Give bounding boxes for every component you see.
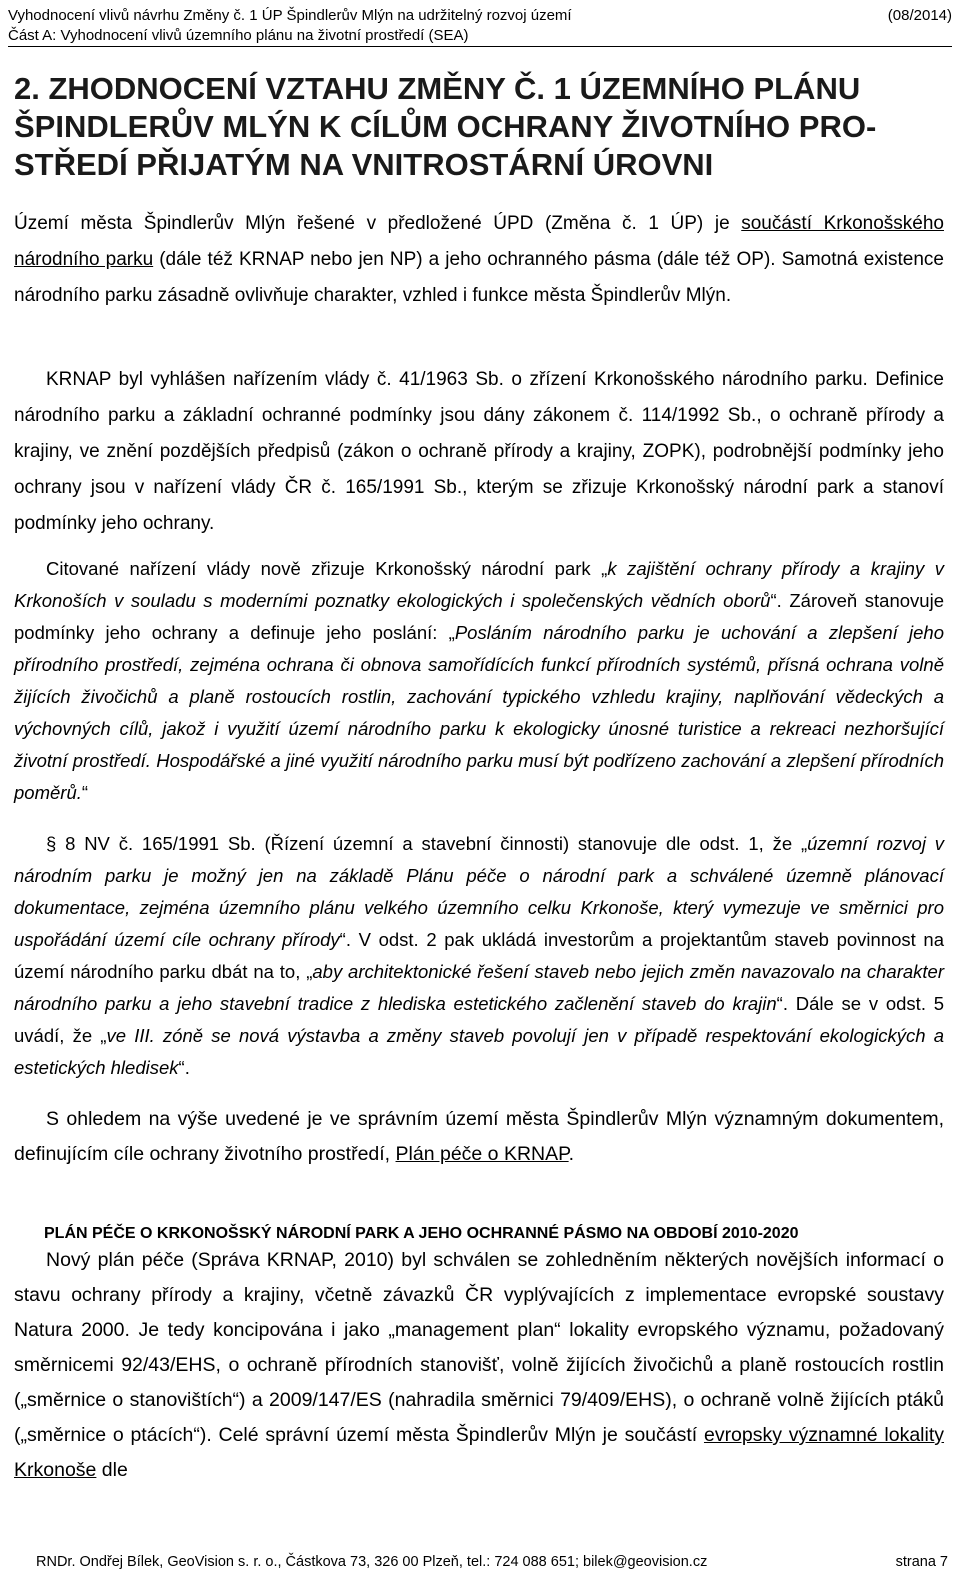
para4-quote-3: ve III. zóně se nová výstavba a změny staveb povolují jen v případě respektování ekologických a estetických hledisek: [14, 1025, 944, 1078]
para6-text-end: dle: [96, 1459, 128, 1481]
para3-text-2: “. Zároveň stanovuje podmínky jeho ochrany a definuje jeho poslání: „: [14, 590, 944, 643]
para4-quote-1: územní rozvoj v národním parku je možný jen na základě Plánu péče o národní park a schválené územně plánovací dokumentace, zejména územního plánu velkého územního celku Krkonoše, který vymezuje ve směrnici pro uspořádání území cíle ochrany přírody: [14, 833, 944, 950]
page-footer: [36, 1552, 948, 1572]
subheading: PLÁN PÉČE O KRKONOŠSKÝ NÁRODNÍ PARK A JEHO OCHRANNÉ PÁSMO NA OBDOBÍ 2010-2020: [44, 1225, 799, 1242]
para5-text-end: .: [568, 1143, 575, 1165]
section-title: 2. ZHODNOCENÍ VZTAHU ZMĚNY Č. 1 ÚZEMNÍHO PLÁNU ŠPINDLERŮV MLÝN K CÍLŮM OCHRANY ŽIVOTNÍHO PRO-STŘEDÍ PŘIJATÝM NA VNITROSTÁRNÍ ÚROVNI: [14, 71, 877, 182]
para3-text-1: Citované nařízení vlády nově zřizuje Krkonošský národní park „: [46, 558, 608, 579]
running-header: [8, 6, 952, 46]
para6-text: Nový plán péče (Správa KRNAP, 2010) byl schválen se zohledněním některých novějších informací o stavu ochrany přírody a krajiny, včetně závazků ČR vyplývajících z implementace evropské soustavy Natura 2000. Je tedy koncipována i jako „management plan“ lokality evropského významu, požadovaný směrnicemi 92/43/EHS, o ochraně přírodních stanovišť, volně žijících živočichů a planě rostoucích rostlin („směrnice o stanovištích“) a 2009/147/ES (nahradila směrnici 79/409/EHS), o ochraně volně žijících ptáků („směrnice o ptácích“). Celé správní území města Špindlerův Mlýn je součástí: [14, 1249, 944, 1446]
footer-contact: RNDr. Ondřej Bílek, GeoVision s. r. o., Částkova 73, 326 00 Plzeň, tel.: 724 088 651; bilek@geovision.cz: [36, 1554, 708, 1570]
para3-quote-1: k zajištění ochrany přírody a krajiny v Krkonoších v souladu s moderními poznatky ekologických i společenských vědních oborů: [14, 558, 944, 611]
paragraph-4: [14, 828, 944, 1084]
para4-text-3: “. Dále se v odst. 5 uvádí, že „: [14, 993, 945, 1046]
para4-quote-2: aby architektonické řešení staveb nebo jejich změn navazovalo na charakter národního parku a jeho stavební tradice z hlediska estetického začlenění staveb do krajin: [14, 961, 944, 1014]
paragraph-2: KRNAP byl vyhlášen nařízením vlády č. 41/1963 Sb. o zřízení Krkonošského národního parku. Definice národního parku a základní ochranné podmínky jsou dány zákonem č. 114/1992 Sb., o ochraně přírody a krajiny, ve znění pozdějších předpisů (zákon o ochraně přírody a krajiny, ZOPK), podrobnější podmínky jeho ochrany jsou v nařízení vlády ČR č. 165/1991 Sb., kterým se zřizuje Krkonošský národní park a stanoví podmínky jeho ochrany.: [14, 369, 944, 534]
para1-text-end: (dále též KRNAP nebo jen NP) a jeho ochranného pásma (dále též OP). Samotná existence národního parku zásadně ovlivňuje charakter, vzhled i funkce města Špindlerův Mlýn.: [14, 249, 944, 306]
paragraph-1: [14, 206, 944, 314]
para1-underlined: součástí Krkonošského národního parku: [14, 213, 944, 270]
para4-text-4: “.: [178, 1057, 190, 1078]
para1-text: Území města Špindlerův Mlýn řešené v předložené ÚPD (Změna č. 1 ÚP) je: [14, 213, 742, 234]
para3-quote-2: Posláním národního parku je uchování a zlepšení jeho přírodního prostředí, zejména ochrana či obnova samořídících funkcí přírodních systémů, přísná ochrana volně žijících živočichů a planě rostoucích rostlin, zachování typického vzhledu krajiny, naplňování vědeckých a výchovných cílů, jakož i využití území národního parku k ekologicky únosné turistice a rekreaci nezhoršující životní prostředí. Hospodářské a jiné využití národního parku musí být podřízeno zachování a zlepšení přírodních poměrů.: [14, 622, 944, 803]
para6-underlined: evropsky významné lokality Krkonoše: [14, 1424, 945, 1481]
paragraph-3: [14, 553, 944, 809]
para4-text-2: “. V odst. 2 pak ukládá investorům a projektantům staveb povinnost na území národního parku dbát na to, „: [14, 929, 944, 982]
header-subtitle: Část A: Vyhodnocení vlivů územního plánu na životní prostředí (SEA): [8, 27, 469, 44]
page-number: strana 7: [895, 1554, 948, 1570]
paragraph-6: [14, 1243, 944, 1488]
header-title: Vyhodnocení vlivů návrhu Změny č. 1 ÚP Špindlerův Mlýn na udržitelný rozvoj území: [8, 7, 572, 24]
para5-text: S ohledem na výše uvedené je ve správním území města Špindlerův Mlýn významným dokumentem, definujícím cíle ochrany životního prostředí,: [14, 1108, 944, 1165]
header-rule: [8, 46, 952, 47]
header-date: (08/2014): [887, 7, 952, 24]
paragraph-5: [14, 1102, 944, 1172]
para5-underlined: Plán péče o KRNAP: [395, 1143, 569, 1165]
para3-text-3: “: [81, 782, 89, 803]
para4-text-1: § 8 NV č. 165/1991 Sb. (Řízení územní a stavební činnosti) stanovuje dle odst. 1, že „: [46, 833, 808, 854]
